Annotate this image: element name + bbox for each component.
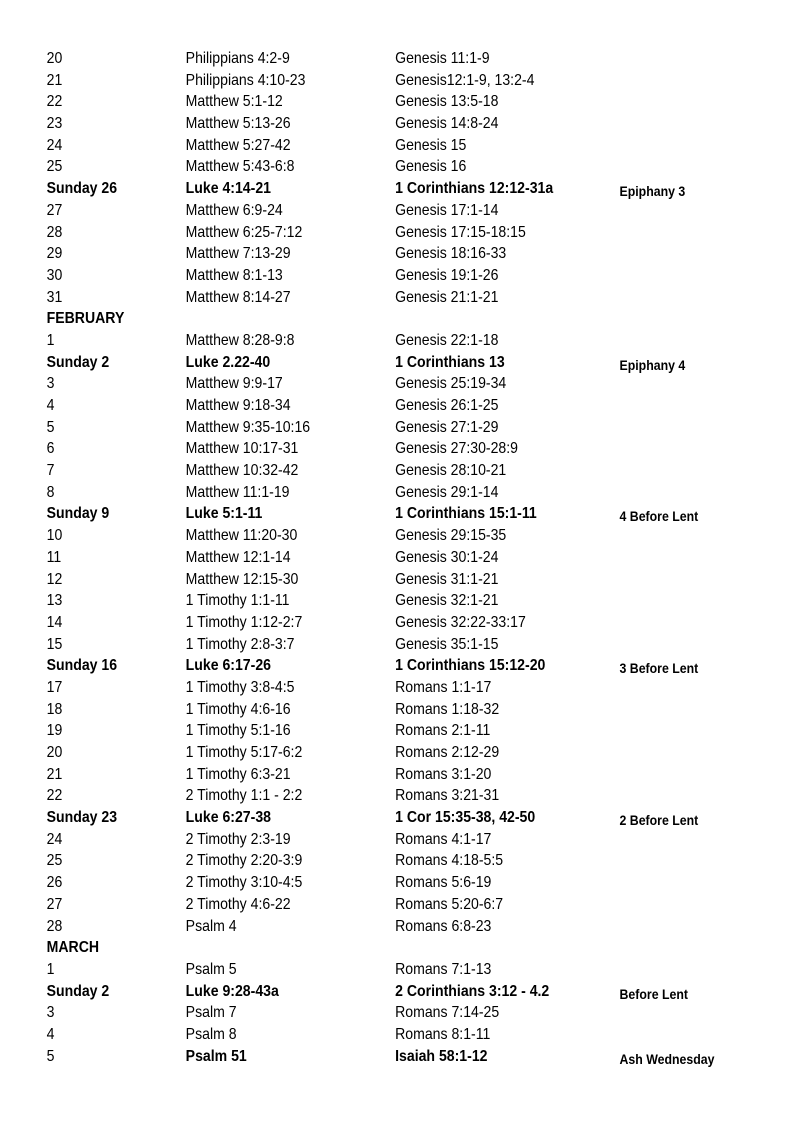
day-cell: 26	[46, 874, 63, 892]
gospel-reading-cell: Psalm 5	[185, 960, 237, 978]
old-testament-reading-cell: Romans 4:18-5:5	[395, 852, 504, 870]
day-cell: 20	[46, 50, 63, 67]
table-row	[0, 850, 704, 872]
old-testament-reading-cell: Genesis 35:1-15	[395, 635, 499, 653]
table-row	[0, 156, 704, 178]
table-row	[0, 438, 704, 460]
liturgical-note-cell: Epiphany 4	[619, 356, 686, 373]
old-testament-reading-cell: 1 Cor 15:35-38, 42-50	[395, 809, 536, 827]
old-testament-reading-cell: 1 Corinthians 13	[395, 353, 505, 371]
gospel-reading-cell: 2 Timothy 4:6-22	[185, 895, 291, 913]
old-testament-reading-cell: Romans 4:1-17	[395, 830, 492, 848]
old-testament-reading-cell: Genesis 11:1-9	[395, 50, 490, 67]
old-testament-reading-cell: Genesis 30:1-24	[395, 548, 499, 566]
day-cell: 6	[46, 440, 55, 458]
gospel-reading-cell: Psalm 7	[185, 1004, 237, 1022]
gospel-reading-cell: 1 Timothy 5:1-16	[185, 722, 291, 740]
table-row	[0, 70, 704, 92]
day-cell: 23	[46, 115, 63, 133]
sunday-row	[0, 981, 704, 1003]
day-cell: 22	[46, 93, 63, 111]
sunday-row	[0, 655, 704, 677]
old-testament-reading-cell: Genesis 27:30-28:9	[395, 440, 519, 458]
day-cell: MARCH	[46, 939, 100, 957]
day-cell: 25	[46, 852, 63, 870]
gospel-reading-cell: Matthew 7:13-29	[185, 245, 291, 263]
old-testament-reading-cell: Genesis 21:1-21	[395, 288, 499, 306]
table-row	[0, 91, 704, 113]
old-testament-reading-cell: Romans 5:6-19	[395, 874, 492, 892]
lectionary-table	[0, 48, 800, 1067]
table-row	[0, 829, 704, 851]
table-row	[0, 113, 704, 135]
day-cell: 4	[46, 397, 55, 414]
day-cell: 11	[46, 548, 62, 566]
old-testament-reading-cell: Genesis12:1-9, 13:2-4	[395, 71, 535, 89]
table-row	[0, 612, 704, 634]
liturgical-note-cell: 2 Before Lent	[619, 812, 699, 829]
table-row	[0, 547, 704, 569]
table-row	[0, 764, 704, 786]
gospel-reading-cell: Psalm 51	[185, 1047, 247, 1065]
gospel-reading-cell: 2 Timothy 1:1 - 2:2	[185, 787, 303, 805]
table-row	[0, 894, 704, 916]
old-testament-reading-cell: Genesis 18:16-33	[395, 245, 507, 263]
gospel-reading-cell: Matthew 6:9-24	[185, 201, 283, 219]
table-row	[0, 916, 704, 938]
gospel-reading-cell: Luke 9:28-43a	[185, 982, 279, 1000]
liturgical-note-cell: Epiphany 3	[619, 183, 686, 200]
old-testament-reading-cell: Romans 7:14-25	[395, 1004, 500, 1022]
table-row	[0, 720, 704, 742]
day-cell: Sunday 23	[46, 809, 118, 827]
day-cell: 24	[46, 830, 63, 848]
day-cell: 7	[46, 462, 55, 480]
table-row	[0, 1024, 704, 1046]
old-testament-reading-cell: Genesis 29:1-14	[395, 483, 499, 501]
table-row	[0, 373, 704, 395]
gospel-reading-cell: Matthew 6:25-7:12	[185, 223, 303, 241]
gospel-reading-cell: Luke 5:1-11	[185, 505, 263, 523]
day-cell: 1	[46, 960, 55, 978]
day-cell: Sunday 2	[46, 982, 110, 1000]
gospel-reading-cell: Philippians 4:10-23	[185, 71, 306, 89]
day-cell: 20	[46, 744, 63, 761]
table-row	[0, 872, 704, 894]
old-testament-reading-cell: Romans 2:12-29	[395, 744, 500, 761]
old-testament-reading-cell: Genesis 31:1-21	[395, 570, 499, 588]
sunday-row	[0, 807, 704, 829]
table-row	[0, 634, 704, 656]
day-cell: 24	[46, 136, 63, 154]
gospel-reading-cell: Matthew 9:9-17	[185, 375, 283, 393]
day-cell: 17	[46, 678, 63, 696]
day-cell: 27	[46, 201, 63, 219]
table-row	[0, 395, 704, 417]
table-row	[0, 243, 704, 265]
old-testament-reading-cell: Romans 3:21-31	[395, 787, 500, 805]
day-cell: 4	[46, 1025, 55, 1043]
day-cell: FEBRUARY	[46, 310, 125, 328]
old-testament-reading-cell: 1 Corinthians 12:12-31a	[395, 180, 554, 198]
old-testament-reading-cell: Genesis 28:10-21	[395, 462, 507, 480]
old-testament-reading-cell: 1 Corinthians 15:12-20	[395, 657, 546, 675]
day-cell: Sunday 26	[46, 180, 118, 198]
old-testament-reading-cell: Romans 6:8-23	[395, 917, 492, 935]
day-cell: 1	[46, 331, 55, 349]
gospel-reading-cell: Matthew 8:28-9:8	[185, 331, 295, 349]
table-row	[0, 460, 704, 482]
old-testament-reading-cell: 1 Corinthians 15:1-11	[395, 505, 537, 523]
day-cell: 12	[46, 570, 63, 588]
old-testament-reading-cell: Genesis 14:8-24	[395, 115, 499, 133]
table-row	[0, 525, 704, 547]
gospel-reading-cell: Philippians 4:2-9	[185, 50, 290, 67]
table-row	[0, 48, 704, 70]
old-testament-reading-cell: Genesis 27:1-29	[395, 418, 499, 436]
liturgical-note-cell: 4 Before Lent	[619, 508, 699, 525]
gospel-reading-cell: 2 Timothy 2:3-19	[185, 830, 291, 848]
gospel-reading-cell: Psalm 8	[185, 1025, 237, 1043]
day-cell: 3	[46, 375, 55, 393]
table-row	[0, 417, 704, 439]
old-testament-reading-cell: Genesis 26:1-25	[395, 397, 499, 414]
gospel-reading-cell: Psalm 4	[185, 917, 237, 935]
day-cell: 28	[46, 917, 63, 935]
gospel-reading-cell: 1 Timothy 1:12-2:7	[185, 613, 303, 631]
liturgical-note-cell: Before Lent	[619, 985, 688, 1002]
sunday-row	[0, 503, 704, 525]
old-testament-reading-cell: Genesis 25:19-34	[395, 375, 507, 393]
gospel-reading-cell: Matthew 5:13-26	[185, 115, 291, 133]
gospel-reading-cell: Matthew 10:32-42	[185, 462, 299, 480]
table-row	[0, 590, 704, 612]
gospel-reading-cell: Matthew 12:1-14	[185, 548, 291, 566]
table-row	[0, 1046, 715, 1068]
day-cell: 22	[46, 787, 63, 805]
gospel-reading-cell: 2 Timothy 3:10-4:5	[185, 874, 303, 892]
gospel-reading-cell: Matthew 11:1-19	[185, 483, 290, 501]
old-testament-reading-cell: Romans 1:1-17	[395, 678, 492, 696]
table-row	[0, 200, 704, 222]
gospel-reading-cell: Matthew 10:17-31	[185, 440, 299, 458]
table-row	[0, 699, 704, 721]
liturgical-note-cell: 3 Before Lent	[619, 660, 699, 677]
old-testament-reading-cell: Genesis 16	[395, 158, 467, 176]
day-cell: Sunday 9	[46, 505, 110, 523]
day-cell: Sunday 16	[46, 657, 118, 675]
month-heading	[0, 308, 704, 330]
old-testament-reading-cell: Genesis 19:1-26	[395, 266, 499, 284]
table-row	[0, 287, 704, 309]
old-testament-reading-cell: Genesis 17:15-18:15	[395, 223, 526, 241]
day-cell: 10	[46, 527, 63, 545]
day-cell: 18	[46, 700, 63, 718]
day-cell: 19	[46, 722, 63, 740]
day-cell: 13	[46, 592, 63, 610]
gospel-reading-cell: Luke 6:27-38	[185, 809, 271, 827]
gospel-reading-cell: Luke 6:17-26	[185, 657, 271, 675]
old-testament-reading-cell: Genesis 22:1-18	[395, 331, 499, 349]
gospel-reading-cell: Matthew 9:35-10:16	[185, 418, 311, 436]
sunday-row	[0, 352, 704, 374]
day-cell: 21	[46, 71, 63, 89]
gospel-reading-cell: Matthew 11:20-30	[185, 527, 298, 545]
gospel-reading-cell: Matthew 9:18-34	[185, 397, 291, 414]
gospel-reading-cell: 1 Timothy 5:17-6:2	[185, 744, 303, 761]
old-testament-reading-cell: Genesis 32:22-33:17	[395, 613, 526, 631]
gospel-reading-cell: 1 Timothy 6:3-21	[185, 765, 291, 783]
day-cell: 31	[46, 288, 63, 306]
liturgical-note-cell: Ash Wednesday	[619, 1050, 715, 1067]
day-cell: 3	[46, 1004, 55, 1022]
gospel-reading-cell: Matthew 5:27-42	[185, 136, 291, 154]
day-cell: 14	[46, 613, 63, 631]
day-cell: 29	[46, 245, 63, 263]
old-testament-reading-cell: Genesis 17:1-14	[395, 201, 499, 219]
old-testament-reading-cell: Genesis 32:1-21	[395, 592, 499, 610]
gospel-reading-cell: 2 Timothy 2:20-3:9	[185, 852, 303, 870]
table-row	[0, 265, 704, 287]
table-row	[0, 959, 704, 981]
old-testament-reading-cell: Genesis 13:5-18	[395, 93, 499, 111]
day-cell: 8	[46, 483, 55, 501]
gospel-reading-cell: 1 Timothy 4:6-16	[185, 700, 291, 718]
gospel-reading-cell: Matthew 5:1-12	[185, 93, 283, 111]
table-row	[0, 569, 704, 591]
day-cell: 30	[46, 266, 63, 284]
old-testament-reading-cell: Romans 3:1-20	[395, 765, 492, 783]
gospel-reading-cell: Matthew 12:15-30	[185, 570, 299, 588]
gospel-reading-cell: 1 Timothy 1:1-11	[185, 592, 290, 610]
day-cell: 28	[46, 223, 63, 241]
table-row	[0, 222, 704, 244]
day-cell: 21	[46, 765, 63, 783]
old-testament-reading-cell: Romans 7:1-13	[395, 960, 492, 978]
old-testament-reading-cell: Romans 2:1-11	[395, 722, 491, 740]
table-row	[0, 1002, 704, 1024]
day-cell: Sunday 2	[46, 353, 110, 371]
old-testament-reading-cell: Romans 5:20-6:7	[395, 895, 504, 913]
old-testament-reading-cell: Genesis 29:15-35	[395, 527, 507, 545]
gospel-reading-cell: Matthew 8:1-13	[185, 266, 283, 284]
table-row	[0, 135, 704, 157]
table-row	[0, 785, 704, 807]
old-testament-reading-cell: 2 Corinthians 3:12 - 4.2	[395, 982, 550, 1000]
old-testament-reading-cell: Isaiah 58:1-12	[395, 1047, 488, 1065]
table-row	[0, 330, 704, 352]
old-testament-reading-cell: Genesis 15	[395, 136, 467, 154]
day-cell: 15	[46, 635, 63, 653]
gospel-reading-cell: Matthew 8:14-27	[185, 288, 291, 306]
gospel-reading-cell: Matthew 5:43-6:8	[185, 158, 295, 176]
sunday-row	[0, 178, 704, 200]
table-row	[0, 742, 704, 764]
old-testament-reading-cell: Romans 1:18-32	[395, 700, 500, 718]
gospel-reading-cell: Luke 2.22-40	[185, 353, 271, 371]
table-row	[0, 677, 704, 699]
day-cell: 27	[46, 895, 63, 913]
month-heading	[0, 937, 704, 959]
old-testament-reading-cell: Romans 8:1-11	[395, 1025, 491, 1043]
day-cell: 25	[46, 158, 63, 176]
table-row	[0, 482, 704, 504]
gospel-reading-cell: 1 Timothy 2:8-3:7	[185, 635, 295, 653]
gospel-reading-cell: Luke 4:14-21	[185, 180, 271, 198]
day-cell: 5	[46, 418, 55, 436]
day-cell: 5	[46, 1047, 55, 1065]
gospel-reading-cell: 1 Timothy 3:8-4:5	[185, 678, 295, 696]
